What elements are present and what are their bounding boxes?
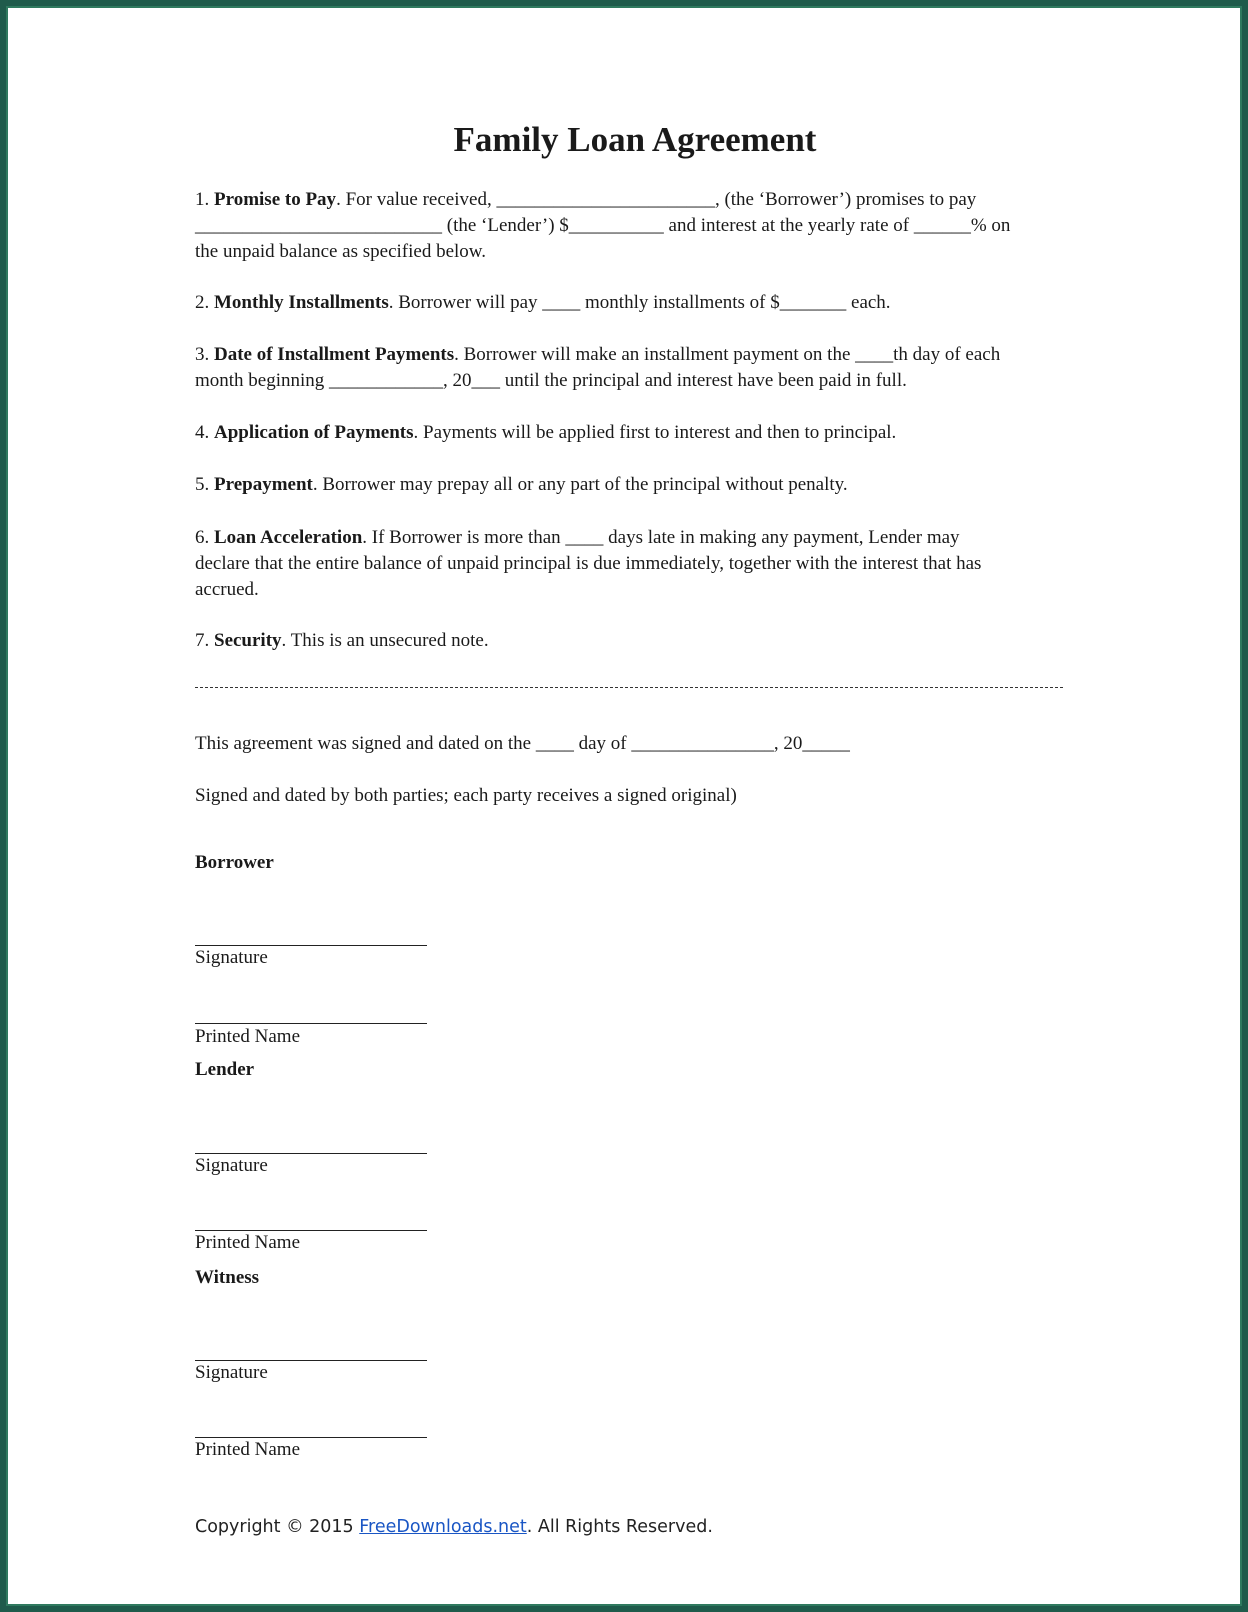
clause-heading: Loan Acceleration — [214, 527, 363, 548]
clause-number: 4. — [195, 422, 210, 443]
clause-text: the unpaid balance as specified below. — [195, 241, 487, 262]
clause-text: declare that the entire balance of unpaid principal is due immediately, together with the interest that has — [195, 553, 982, 574]
footer-suffix: . All Rights Reserved. — [526, 1517, 713, 1537]
clause-heading: Security — [214, 630, 282, 651]
freedownloads-link[interactable]: FreeDownloads.net — [359, 1517, 527, 1537]
clause-heading: Application of Payments — [214, 422, 414, 443]
clause-text: . Payments will be applied first to interest and then to principal. — [413, 422, 897, 443]
lender-signature-line[interactable] — [195, 1153, 427, 1154]
clause-text: . Borrower will make an installment payment on the ____th day of each — [454, 344, 1001, 365]
lender-printed-name-label: Printed Name — [195, 1232, 301, 1253]
witness-signature-line[interactable] — [195, 1360, 427, 1361]
clause-5 — [195, 472, 1075, 498]
party-heading-borrower: Borrower — [195, 852, 274, 873]
party-heading-lender: Lender — [195, 1059, 255, 1080]
witness-signature-label: Signature — [195, 1362, 268, 1383]
clause-2 — [195, 290, 1075, 316]
clause-7 — [195, 628, 1075, 654]
borrower-signature-line[interactable] — [195, 945, 427, 946]
borrower-signature-label: Signature — [195, 947, 268, 968]
clause-text: . Borrower may prepay all or any part of the principal without penalty. — [312, 474, 848, 495]
clause-heading: Promise to Pay — [214, 189, 337, 210]
clause-heading: Prepayment — [214, 474, 313, 495]
lender-printed-name-line[interactable] — [195, 1230, 427, 1231]
clause-text: . For value received, _______________________, (the ‘Borrower’) promises to pay — [336, 189, 977, 210]
document-title: Family Loan Agreement — [453, 120, 817, 159]
clause-number: 7. — [195, 630, 210, 651]
clause-text: . If Borrower is more than ____ days late in making any payment, Lender may — [362, 527, 960, 548]
clause-text: . Borrower will pay ____ monthly installments of $_______ each. — [388, 292, 891, 313]
clause-text: month beginning ____________, 20___ until the principal and interest have been paid in full. — [195, 370, 907, 391]
clause-text: accrued. — [195, 579, 259, 600]
dashed-divider — [195, 687, 1063, 688]
borrower-printed-name-line[interactable] — [195, 1023, 427, 1024]
parties-note: Signed and dated by both parties; each party receives a signed original) — [195, 785, 737, 806]
signed-dated-line: This agreement was signed and dated on the ____ day of _______________, 20_____ — [195, 733, 850, 754]
clause-1 — [195, 187, 1075, 265]
clause-number: 2. — [195, 292, 210, 313]
party-heading-witness: Witness — [195, 1267, 260, 1288]
clause-heading: Date of Installment Payments — [214, 344, 455, 365]
clause-6 — [195, 525, 1075, 603]
clause-number: 3. — [195, 344, 210, 365]
copyright-footer — [195, 1517, 713, 1537]
witness-printed-name-line[interactable] — [195, 1437, 427, 1438]
clause-text: __________________________ (the ‘Lender’) $__________ and interest at the yearly rate of ______% on — [195, 215, 1011, 236]
footer-prefix: Copyright © 2015 — [195, 1517, 360, 1537]
borrower-printed-name-label: Printed Name — [195, 1026, 301, 1047]
clause-number: 5. — [195, 474, 210, 495]
clause-heading: Monthly Installments — [214, 292, 389, 313]
clause-text: . This is an unsecured note. — [281, 630, 489, 651]
clause-4 — [195, 420, 1075, 446]
witness-printed-name-label: Printed Name — [195, 1439, 301, 1460]
clause-3 — [195, 342, 1075, 394]
clause-number: 6. — [195, 527, 210, 548]
clause-number: 1. — [195, 189, 210, 210]
document-page — [6, 6, 1242, 1606]
lender-signature-label: Signature — [195, 1155, 268, 1176]
